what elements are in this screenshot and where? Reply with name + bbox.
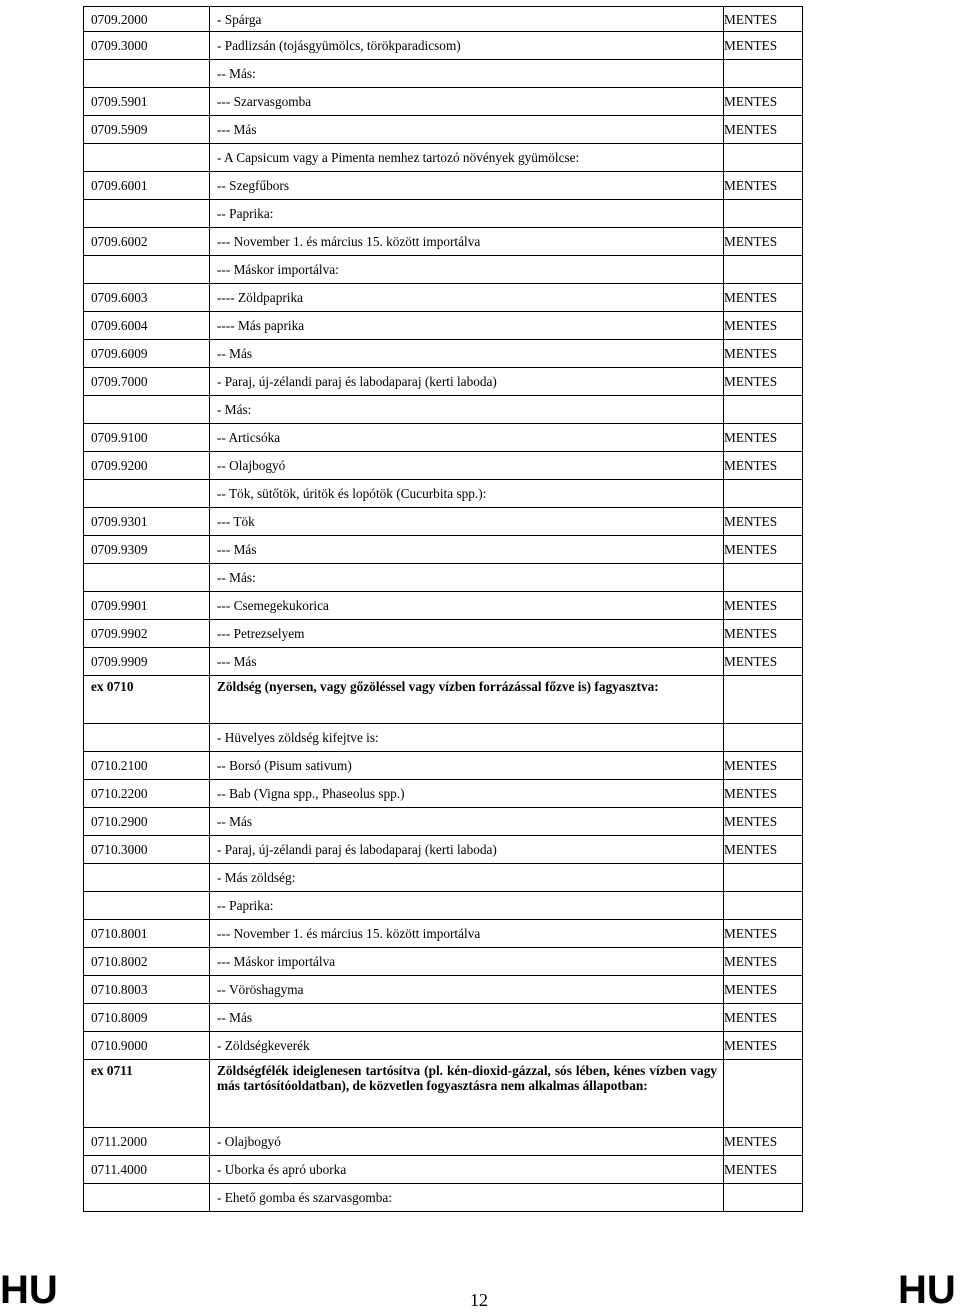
tariff-description: - Spárga [210,7,724,32]
tariff-code: 0709.9100 [84,424,210,452]
table-row [84,60,803,88]
tariff-code: 0709.6003 [84,284,210,312]
table-row [84,836,803,864]
table-row [84,752,803,780]
tariff-code [84,480,210,508]
tariff-code: 0710.9000 [84,1032,210,1060]
tariff-code [84,564,210,592]
tariff-code: 0709.9309 [84,536,210,564]
page-number: 12 [470,1290,488,1310]
tariff-code [84,144,210,172]
tariff-duty: MENTES [724,536,803,564]
tariff-duty [724,864,803,892]
tariff-description: Zöldség (nyersen, vagy gőzöléssel vagy vízben forrázással főzve is) fagyasztva: [210,676,724,724]
tariff-description: - Más: [210,396,724,424]
tariff-description: -- Olajbogyó [210,452,724,480]
tariff-description: Zöldségfélék ideiglenesen tartósítva (pl. kén-dioxid-gázzal, sós lében, kénes vízben vagy más tartósítóoldatban), de közvetlen fogyasztásra nem alkalmas állapotban: [210,1060,724,1128]
tariff-duty [724,60,803,88]
tariff-code: 0710.8001 [84,920,210,948]
tariff-duty: MENTES [724,284,803,312]
tariff-code: 0709.9200 [84,452,210,480]
tariff-description: -- Articsóka [210,424,724,452]
tariff-duty: MENTES [724,648,803,676]
tariff-duty: MENTES [724,1128,803,1156]
tariff-description: -- Paprika: [210,200,724,228]
tariff-description: -- Más: [210,60,724,88]
table-row [84,976,803,1004]
table-row [84,564,803,592]
table-row [84,396,803,424]
table-row [84,508,803,536]
tariff-description: --- Szarvasgomba [210,88,724,116]
table-row [84,536,803,564]
table-row [84,620,803,648]
table-row [84,144,803,172]
tariff-code [84,396,210,424]
tariff-description: - Olajbogyó [210,1128,724,1156]
tariff-description: -- Más: [210,564,724,592]
tariff-code: 0709.9902 [84,620,210,648]
tariff-description: -- Bab (Vigna spp., Phaseolus spp.) [210,780,724,808]
table-row [84,892,803,920]
table-row-heading [84,1060,803,1128]
tariff-code: 0709.5901 [84,88,210,116]
tariff-duty: MENTES [724,172,803,200]
tariff-description: --- Csemegekukorica [210,592,724,620]
table-row [84,312,803,340]
tariff-description: - Ehető gomba és szarvasgomba: [210,1184,724,1212]
tariff-duty: MENTES [724,780,803,808]
tariff-code: 0711.2000 [84,1128,210,1156]
tariff-description: - Paraj, új-zélandi paraj és labodaparaj (kerti laboda) [210,836,724,864]
tariff-duty [724,724,803,752]
tariff-duty: MENTES [724,1156,803,1184]
table-row [84,864,803,892]
tariff-duty [724,256,803,284]
tariff-duty: MENTES [724,340,803,368]
table-row [84,1184,803,1212]
tariff-duty [724,676,803,724]
table-row-heading [84,676,803,724]
tariff-code: 0709.6001 [84,172,210,200]
tariff-description: --- November 1. és március 15. között importálva [210,920,724,948]
tariff-code: 0710.8009 [84,1004,210,1032]
tariff-duty: MENTES [724,1004,803,1032]
tariff-description: - Más zöldség: [210,864,724,892]
table-row [84,808,803,836]
table-row [84,920,803,948]
tariff-description: -- Vöröshagyma [210,976,724,1004]
tariff-duty [724,1060,803,1128]
tariff-duty: MENTES [724,808,803,836]
tariff-code: 0709.6002 [84,228,210,256]
language-code-left: HU [0,1268,58,1312]
tariff-description: --- Máskor importálva: [210,256,724,284]
table-row [84,452,803,480]
tariff-description: - A Capsicum vagy a Pimenta nemhez tartozó növények gyümölcse: [210,144,724,172]
tariff-code [84,864,210,892]
tariff-code: 0709.2000 [84,7,210,32]
tariff-description: - Padlizsán (tojásgyümölcs, törökparadicsom) [210,32,724,60]
tariff-description: - Paraj, új-zélandi paraj és labodaparaj (kerti laboda) [210,368,724,396]
tariff-duty: MENTES [724,368,803,396]
tariff-description: -- Tök, sütőtök, úritök és lopótök (Cucurbita spp.): [210,480,724,508]
tariff-description: -- Szegfűbors [210,172,724,200]
tariff-duty [724,892,803,920]
table-row [84,1004,803,1032]
tariff-description: --- Más [210,116,724,144]
table-row [84,592,803,620]
tariff-code: 0710.8002 [84,948,210,976]
table-row [84,1156,803,1184]
tariff-code: ex 0710 [84,676,210,724]
tariff-description: ---- Más paprika [210,312,724,340]
tariff-code: 0709.6004 [84,312,210,340]
tariff-code: 0711.4000 [84,1156,210,1184]
table-row [84,284,803,312]
tariff-duty [724,144,803,172]
tariff-code: 0710.2900 [84,808,210,836]
table-row [84,1032,803,1060]
tariff-description: --- November 1. és március 15. között importálva [210,228,724,256]
tariff-duty: MENTES [724,424,803,452]
table-row [84,200,803,228]
tariff-description: --- Más [210,536,724,564]
language-code-right: HU [898,1268,956,1312]
table-row [84,7,803,32]
tariff-duty: MENTES [724,32,803,60]
tariff-code [84,1184,210,1212]
tariff-duty: MENTES [724,508,803,536]
tariff-duty [724,480,803,508]
tariff-duty: MENTES [724,976,803,1004]
table-row [84,1128,803,1156]
tariff-code [84,724,210,752]
table-row [84,88,803,116]
tariff-code: 0709.9901 [84,592,210,620]
table-row [84,724,803,752]
tariff-duty: MENTES [724,1032,803,1060]
tariff-code [84,256,210,284]
tariff-duty: MENTES [724,228,803,256]
tariff-code [84,60,210,88]
tariff-description: -- Más [210,808,724,836]
tariff-code: 0710.2100 [84,752,210,780]
tariff-description: --- Máskor importálva [210,948,724,976]
table-row [84,116,803,144]
tariff-description: - Hüvelyes zöldség kifejtve is: [210,724,724,752]
tariff-code [84,200,210,228]
tariff-code [84,892,210,920]
tariff-description: --- Tök [210,508,724,536]
tariff-duty: MENTES [724,592,803,620]
tariff-duty: MENTES [724,312,803,340]
tariff-code: 0710.8003 [84,976,210,1004]
tariff-duty: MENTES [724,920,803,948]
tariff-duty [724,396,803,424]
tariff-code: ex 0711 [84,1060,210,1128]
tariff-duty: MENTES [724,7,803,32]
tariff-code: 0709.5909 [84,116,210,144]
tariff-duty [724,564,803,592]
table-row [84,256,803,284]
table-row [84,228,803,256]
tariff-description: --- Petrezselyem [210,620,724,648]
table-row [84,424,803,452]
tariff-table [83,6,803,1212]
tariff-description: ---- Zöldpaprika [210,284,724,312]
table-row [84,172,803,200]
tariff-code: 0709.9909 [84,648,210,676]
tariff-code: 0709.6009 [84,340,210,368]
tariff-description: -- Más [210,1004,724,1032]
tariff-description: -- Paprika: [210,892,724,920]
tariff-code: 0709.7000 [84,368,210,396]
table-row [84,780,803,808]
tariff-code: 0710.3000 [84,836,210,864]
table-row [84,340,803,368]
tariff-code: 0710.2200 [84,780,210,808]
tariff-description: - Uborka és apró uborka [210,1156,724,1184]
tariff-description: - Zöldségkeverék [210,1032,724,1060]
table-row [84,948,803,976]
table-row [84,648,803,676]
tariff-code: 0709.9301 [84,508,210,536]
table-row [84,368,803,396]
tariff-duty: MENTES [724,116,803,144]
tariff-duty: MENTES [724,836,803,864]
tariff-duty: MENTES [724,620,803,648]
tariff-duty: MENTES [724,948,803,976]
tariff-description: -- Más [210,340,724,368]
table-row [84,32,803,60]
tariff-duty: MENTES [724,88,803,116]
table-row [84,480,803,508]
tariff-description: -- Borsó (Pisum sativum) [210,752,724,780]
tariff-duty [724,1184,803,1212]
tariff-duty: MENTES [724,452,803,480]
tariff-duty [724,200,803,228]
tariff-description: --- Más [210,648,724,676]
tariff-code: 0709.3000 [84,32,210,60]
tariff-duty: MENTES [724,752,803,780]
